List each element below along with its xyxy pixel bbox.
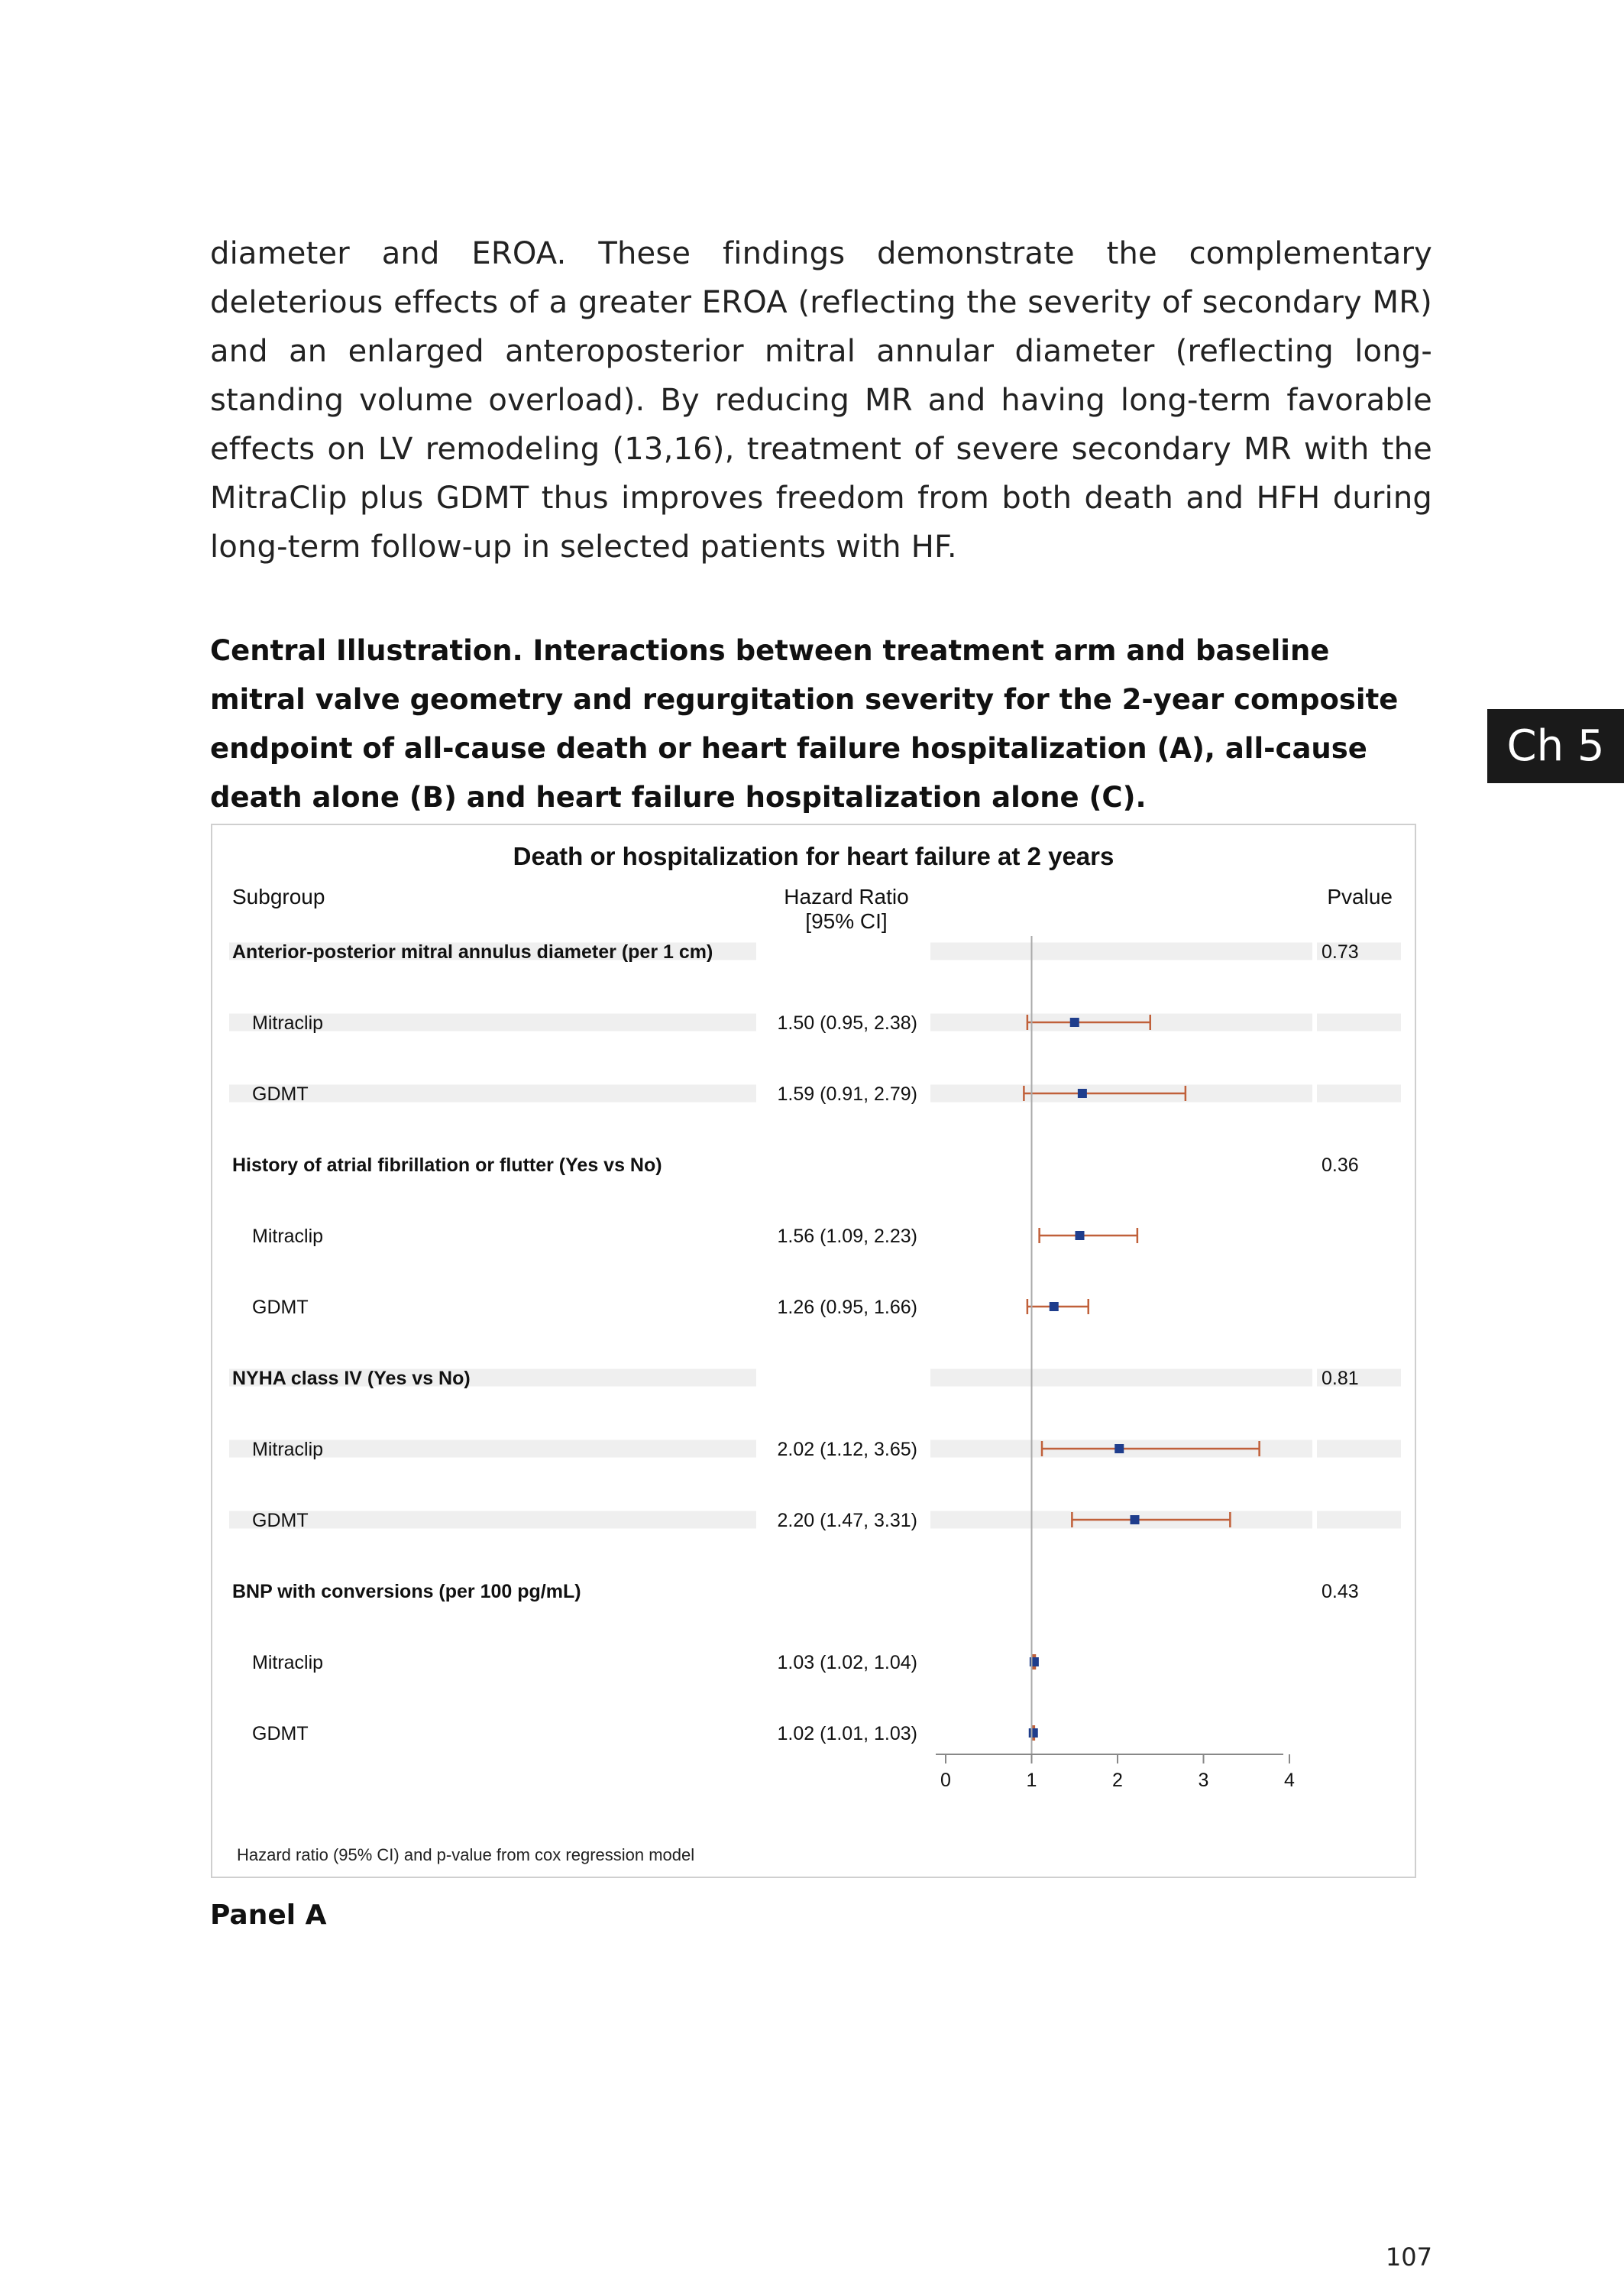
hazard-ratio-text: 1.03 (1.02, 1.04) (777, 1652, 917, 1673)
row-band-pvalue (1317, 1511, 1401, 1529)
hr-marker (1114, 1444, 1124, 1453)
x-tick-label: 0 (940, 1770, 951, 1791)
figure-caption-block (210, 627, 1432, 822)
row-band-plot (930, 943, 1312, 960)
row-band-pvalue (1317, 1440, 1401, 1458)
row-band-pvalue (1317, 1014, 1401, 1032)
p-value: 0.43 (1322, 1581, 1359, 1602)
x-tick-label: 4 (1284, 1770, 1295, 1791)
chart-title: Death or hospitalization for heart failure at 2 years (513, 842, 1114, 870)
hazard-ratio-text: 2.02 (1.12, 3.65) (777, 1439, 917, 1460)
hr-marker (1131, 1515, 1140, 1524)
x-axis (936, 936, 1295, 1791)
hazard-ratio-text: 2.20 (1.47, 3.31) (777, 1510, 917, 1531)
hr-marker (1029, 1728, 1038, 1738)
chart-footnote: Hazard ratio (95% CI) and p-value from cox regression model (237, 1845, 695, 1864)
chapter-tab: Ch 5 (1487, 709, 1624, 783)
rows-layer (229, 941, 1401, 1744)
figure-caption: Central Illustration. Interactions between treatment arm and baseline mitral valve geometry and regurgitation severity for the 2-year composite endpoint of all-cause death or heart failure hospitalization (A), all-cause death alone (B) and heart failure hospitalization alone (C). (210, 634, 1399, 814)
hr-marker (1076, 1231, 1085, 1240)
treatment-label: GDMT (252, 1083, 309, 1105)
column-header-hazard-ratio: Hazard Ratio (784, 885, 909, 908)
p-value: 0.73 (1322, 941, 1359, 963)
hr-marker (1070, 1018, 1079, 1027)
row-band-pvalue (1317, 1085, 1401, 1103)
treatment-label: GDMT (252, 1510, 309, 1531)
hr-marker (1050, 1302, 1059, 1311)
hr-marker (1078, 1089, 1087, 1098)
subgroup-header: History of atrial fibrillation or flutter (Yes vs No) (232, 1155, 662, 1176)
x-tick-label: 1 (1026, 1770, 1037, 1791)
hazard-ratio-text: 1.59 (0.91, 2.79) (777, 1083, 917, 1105)
treatment-label: GDMT (252, 1723, 309, 1744)
column-header-pvalue: Pvalue (1327, 885, 1393, 908)
column-header-ci: [95% CI] (805, 909, 888, 933)
subgroup-header: Anterior-posterior mitral annulus diameter (per 1 cm) (232, 941, 713, 963)
p-value: 0.36 (1322, 1155, 1359, 1176)
treatment-label: Mitraclip (252, 1226, 324, 1247)
forest-plot (212, 825, 1415, 1877)
column-header-subgroup: Subgroup (232, 885, 325, 908)
body-paragraph: diameter and EROA. These findings demonstrate the complementary deleterious effects of a greater EROA (reflecting the severity of secondary MR) and an enlarged anteroposterior mitral annular diameter (reflecting long-standing volume overload). By reducing MR and having long-term favorable effects on LV remodeling (13,16), treatment of severe secondary MR with the MitraClip plus GDMT thus improves freedom from both death and HFH during long-term follow-up in selected patients with HF. (210, 236, 1432, 565)
treatment-label: Mitraclip (252, 1012, 324, 1034)
body-paragraph-block (210, 229, 1432, 572)
p-value: 0.81 (1322, 1368, 1359, 1389)
hazard-ratio-text: 1.50 (0.95, 2.38) (777, 1012, 917, 1034)
x-tick-label: 2 (1112, 1770, 1123, 1791)
treatment-label: GDMT (252, 1297, 309, 1318)
panel-label: Panel A (210, 1899, 327, 1931)
hazard-ratio-text: 1.56 (1.09, 2.23) (777, 1226, 917, 1247)
subgroup-header: NYHA class IV (Yes vs No) (232, 1368, 471, 1389)
page-number: 107 (1385, 2243, 1432, 2272)
forest-plot-figure (211, 824, 1416, 1878)
subgroup-header: BNP with conversions (per 100 pg/mL) (232, 1581, 581, 1602)
hazard-ratio-text: 1.02 (1.01, 1.03) (777, 1723, 917, 1744)
row-band-plot (930, 1369, 1312, 1387)
hazard-ratio-text: 1.26 (0.95, 1.66) (777, 1297, 917, 1318)
x-tick-label: 3 (1198, 1770, 1209, 1791)
treatment-label: Mitraclip (252, 1439, 324, 1460)
treatment-label: Mitraclip (252, 1652, 324, 1673)
